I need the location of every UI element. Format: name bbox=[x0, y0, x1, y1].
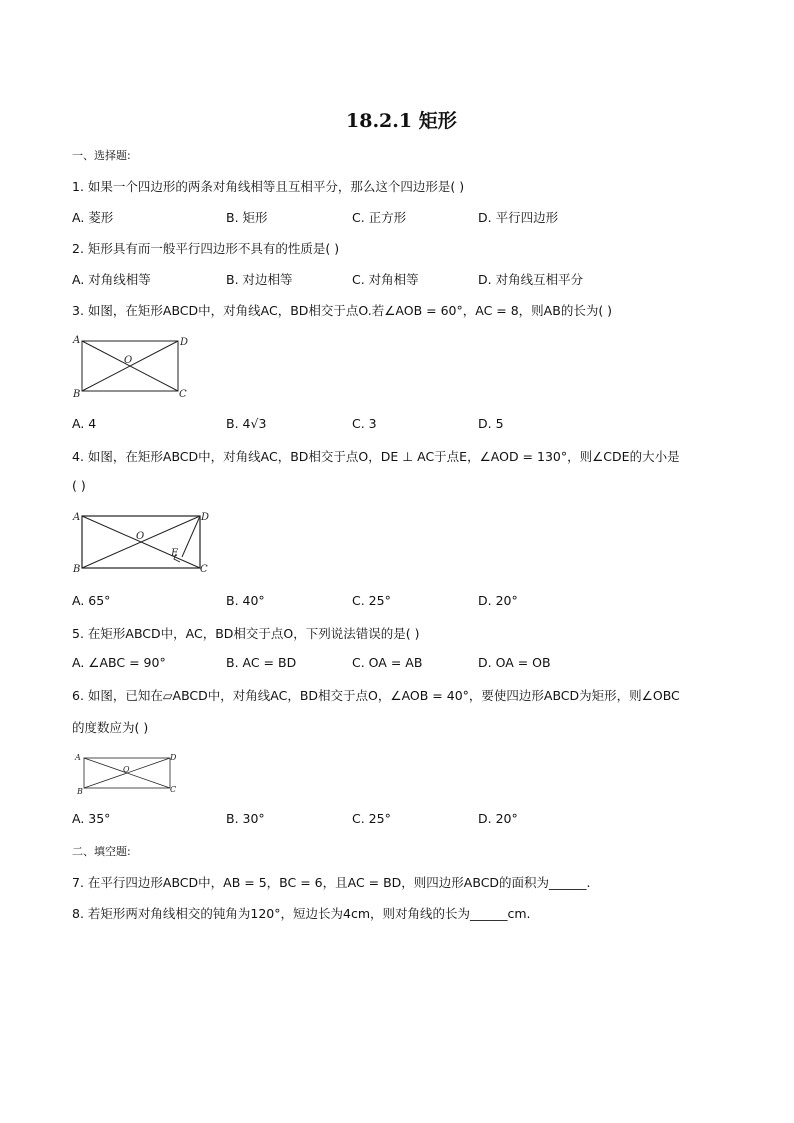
question-6-stem-line-1: 6. 如图，已知在▱ABCD中，对角线AC，BD相交于点O，∠AOB = 40°，要使四边形ABCD为矩形，则∠OBC bbox=[72, 688, 680, 703]
figure-4-rectangle-diagram bbox=[72, 508, 222, 578]
question-3-stem: 3. 如图，在矩形ABCD中，对角线AC，BD相交于点O.若∠AOB = 60°，AC = 8，则AB的长为( ) bbox=[72, 303, 613, 318]
question-6-stem-line-2: 的度数应为( ) bbox=[72, 720, 149, 735]
question-4-stem-line-2: ( ) bbox=[72, 478, 86, 493]
question-8-stem: 8. 若矩形两对角线相交的钝角为120°，短边长为4cm，则对角线的长为______cm. bbox=[72, 906, 531, 921]
question-3-option-b: B. 4√3 bbox=[226, 416, 267, 431]
question-2-stem: 2. 矩形具有而一般平行四边形不具有的性质是( ) bbox=[72, 241, 340, 256]
fig4-label-e: E bbox=[171, 548, 179, 559]
fig6-label-d: D bbox=[170, 753, 177, 762]
fig4-label-o: O bbox=[136, 531, 145, 542]
question-5-stem: 5. 在矩形ABCD中，AC，BD相交于点O，下列说法错误的是( ) bbox=[72, 626, 420, 641]
fig4-label-a: A bbox=[73, 512, 81, 523]
fig3-label-b: B bbox=[73, 389, 81, 399]
question-2-option-d: D. 对角线互相平分 bbox=[478, 272, 584, 287]
question-4-option-d: D. 20° bbox=[478, 593, 518, 608]
question-4-stem-line-1: 4. 如图，在矩形ABCD中，对角线AC，BD相交于点O，DE ⊥ AC于点E，∠AOD = 130°，则∠CDE的大小是 bbox=[72, 449, 680, 464]
question-4-option-c: C. 25° bbox=[352, 593, 391, 608]
question-6-option-c: C. 25° bbox=[352, 811, 391, 826]
section-fill-heading: 二、填空题: bbox=[72, 845, 131, 858]
fig4-label-b: B bbox=[73, 564, 81, 575]
question-5-option-a: A. ∠ABC = 90° bbox=[72, 655, 166, 670]
question-2-option-a: A. 对角线相等 bbox=[72, 272, 151, 287]
fig4-label-d: D bbox=[201, 512, 210, 523]
fig4-label-c: C bbox=[200, 564, 208, 575]
question-3-option-d: D. 5 bbox=[478, 416, 504, 431]
question-7-stem: 7. 在平行四边形ABCD中，AB = 5，BC = 6，且AC = BD，则四边形ABCD的面积为______. bbox=[72, 875, 591, 890]
question-1-option-d: D. 平行四边形 bbox=[478, 210, 559, 225]
fig6-label-o: O bbox=[123, 765, 130, 774]
question-1-option-c: C. 正方形 bbox=[352, 210, 407, 225]
question-1-option-b: B. 矩形 bbox=[226, 210, 268, 225]
question-4-option-b: B. 40° bbox=[226, 593, 265, 608]
figure-3-rectangle-diagram bbox=[72, 333, 192, 399]
fig6-label-a: A bbox=[75, 753, 81, 762]
page-title: 18.2.1 矩形 bbox=[346, 110, 457, 132]
question-5-option-d: D. OA = OB bbox=[478, 655, 551, 670]
question-3-option-a: A. 4 bbox=[72, 416, 97, 431]
question-6-option-a: A. 35° bbox=[72, 811, 111, 826]
fig6-label-b: B bbox=[77, 787, 83, 796]
question-1-option-a: A. 菱形 bbox=[72, 210, 114, 225]
section-choice-heading: 一、选择题: bbox=[72, 149, 131, 162]
question-2-option-c: C. 对角相等 bbox=[352, 272, 419, 287]
question-2-option-b: B. 对边相等 bbox=[226, 272, 293, 287]
fig3-label-a: A bbox=[73, 335, 81, 346]
fig3-label-d: D bbox=[180, 337, 189, 348]
question-3-option-c: C. 3 bbox=[352, 416, 377, 431]
question-4-option-a: A. 65° bbox=[72, 593, 111, 608]
figure-6-rectangle-diagram bbox=[72, 748, 187, 796]
question-6-option-d: D. 20° bbox=[478, 811, 518, 826]
question-5-option-b: B. AC = BD bbox=[226, 655, 297, 670]
fig3-label-o: O bbox=[124, 355, 133, 366]
question-5-option-c: C. OA = AB bbox=[352, 655, 423, 670]
question-1-stem: 1. 如果一个四边形的两条对角线相等且互相平分，那么这个四边形是( ) bbox=[72, 179, 465, 194]
fig3-label-c: C bbox=[179, 389, 187, 399]
fig6-label-c: C bbox=[170, 785, 177, 794]
question-6-option-b: B. 30° bbox=[226, 811, 265, 826]
